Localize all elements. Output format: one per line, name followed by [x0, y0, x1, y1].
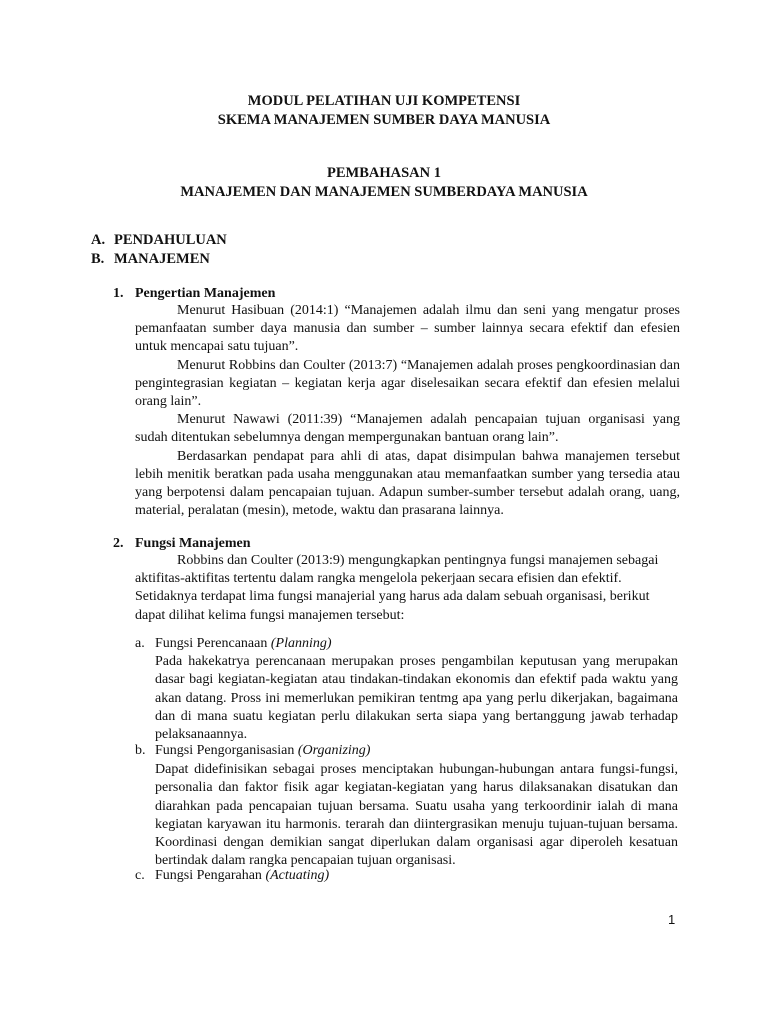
item-marker: b. [135, 743, 146, 758]
item-label: Fungsi Perencanaan [155, 636, 268, 651]
page-number: 1 [668, 912, 676, 927]
chapter-number: PEMBAHASAN 1 [327, 165, 441, 181]
paragraph: Robbins dan Coulter (2013:9) mengungkapkan pentingnya fungsi manajemen sebagai aktifitas-aktifitas tertentu dalam rangka mengelola pekerjaan secara efisien dan efektif. Setidaknya terdapat lima fungsi manajerial yang harus ada dalam sebuah organisasi, berikut dapat dilihat kelima fungsi manajemen tersebut: [135, 553, 659, 623]
function-item [135, 635, 680, 653]
section-list [91, 231, 227, 269]
paragraph: Dapat didefinisikan sebagai proses menciptakan hubungan-hubungan antara fungsi-fungsi, personalia dan faktor fisik agar kegiatan-kegiatan yang harus dilaksanakan disatukan dan diarahkan pada pencapaian tujuan bersama. Suatu usaha yang terkoordinir ialah di mana kegiatan karyawan itu harmonis. terarah dan diintergrasikan menuju tujuan-tujuan bersama. Koordinasi dengan demikian sangat diperlukan dalam organisasi agar diperoleh kesatuan bertindak dalam rangka pencapaian tujuan organisasi. [155, 762, 678, 869]
function-item [135, 867, 680, 885]
section-label: PENDAHULUAN [114, 232, 227, 248]
item-term: (Planning) [270, 636, 332, 651]
section-marker: A. [91, 232, 106, 248]
section-item [91, 231, 227, 250]
subsection-title: Pengertian Manajemen [135, 286, 276, 301]
section-marker: B. [91, 251, 105, 267]
chapter-title: MANAJEMEN DAN MANAJEMEN SUMBERDAYA MANUSIA [180, 184, 588, 200]
paragraph: Menurut Hasibuan (2014:1) “Manajemen adalah ilmu dan seni yang mengatur proses pemanfaatan sumber daya manusia dan sumber – sumber lainnya secara efektif dan efesien untuk mencapai satu tujuan”. [135, 303, 680, 355]
subsection-title: Fungsi Manajemen [135, 536, 251, 551]
paragraph: Pada hakekatrya perencanaan merupakan proses pengambilan keputusan yang merupakan dasar bagi kegiatan-kegiatan atau tindakan-tindakan ekonomis dan efektif pada waktu yang akan datang. Pross ini memerlukan pemikiran tentmg apa yang perlu dikerjakan, bagaimana dan di mana suatu kegiatan perlu dilakukan serta siapa yang bertanggung jawab terhadap pelaksanaannya. [155, 654, 678, 743]
subsection-heading [113, 285, 275, 303]
item-label: Fungsi Pengorganisasian [155, 743, 295, 758]
paragraph: Berdasarkan pendapat para ahli di atas, dapat disimpulan bahwa manajemen tersebut lebih menitik beratkan pada usaha menggunakan atau memanfaatkan sumber yang tersedia atau yang berpotensi dalam pencapaian tujuan. Adapun sumber-sumber tersebut adalah orang, uang, material, peralatan (mesin), metode, waktu dan prasarana lainnya. [135, 448, 680, 519]
function-item [135, 742, 680, 760]
paragraph: Menurut Robbins dan Coulter (2013:7) “Manajemen adalah proses pengkoordinasian dan pengintegrasian kegiatan – kegiatan kerja agar diselesaikan secara efektif dan efesien melalui orang lain”. [135, 357, 680, 410]
fungsi-intro [135, 552, 680, 625]
module-title: MODUL PELATIHAN UJI KOMPETENSI [247, 93, 521, 109]
function-description [155, 653, 678, 744]
paragraph: Menurut Nawawi (2011:39) “Manajemen adalah pencapaian tujuan organisasi yang sudah ditentukan sebelumnya dengan mempergunakan bantuan orang lain”. [135, 412, 680, 446]
item-label: Fungsi Pengarahan [155, 868, 262, 883]
section-item [91, 250, 227, 269]
item-term: (Organizing) [297, 743, 371, 758]
subsection-number: 2. [113, 536, 124, 551]
item-marker: c. [135, 868, 145, 883]
subsection-number: 1. [113, 286, 124, 301]
function-description [155, 761, 678, 871]
scheme-title: SKEMA MANAJEMEN SUMBER DAYA MANUSIA [217, 112, 551, 128]
section-label: MANAJEMEN [114, 251, 210, 267]
subsection-heading [113, 535, 251, 553]
item-marker: a. [135, 636, 145, 651]
item-term: (Actuating) [265, 868, 330, 883]
pengertian-body [135, 302, 680, 520]
